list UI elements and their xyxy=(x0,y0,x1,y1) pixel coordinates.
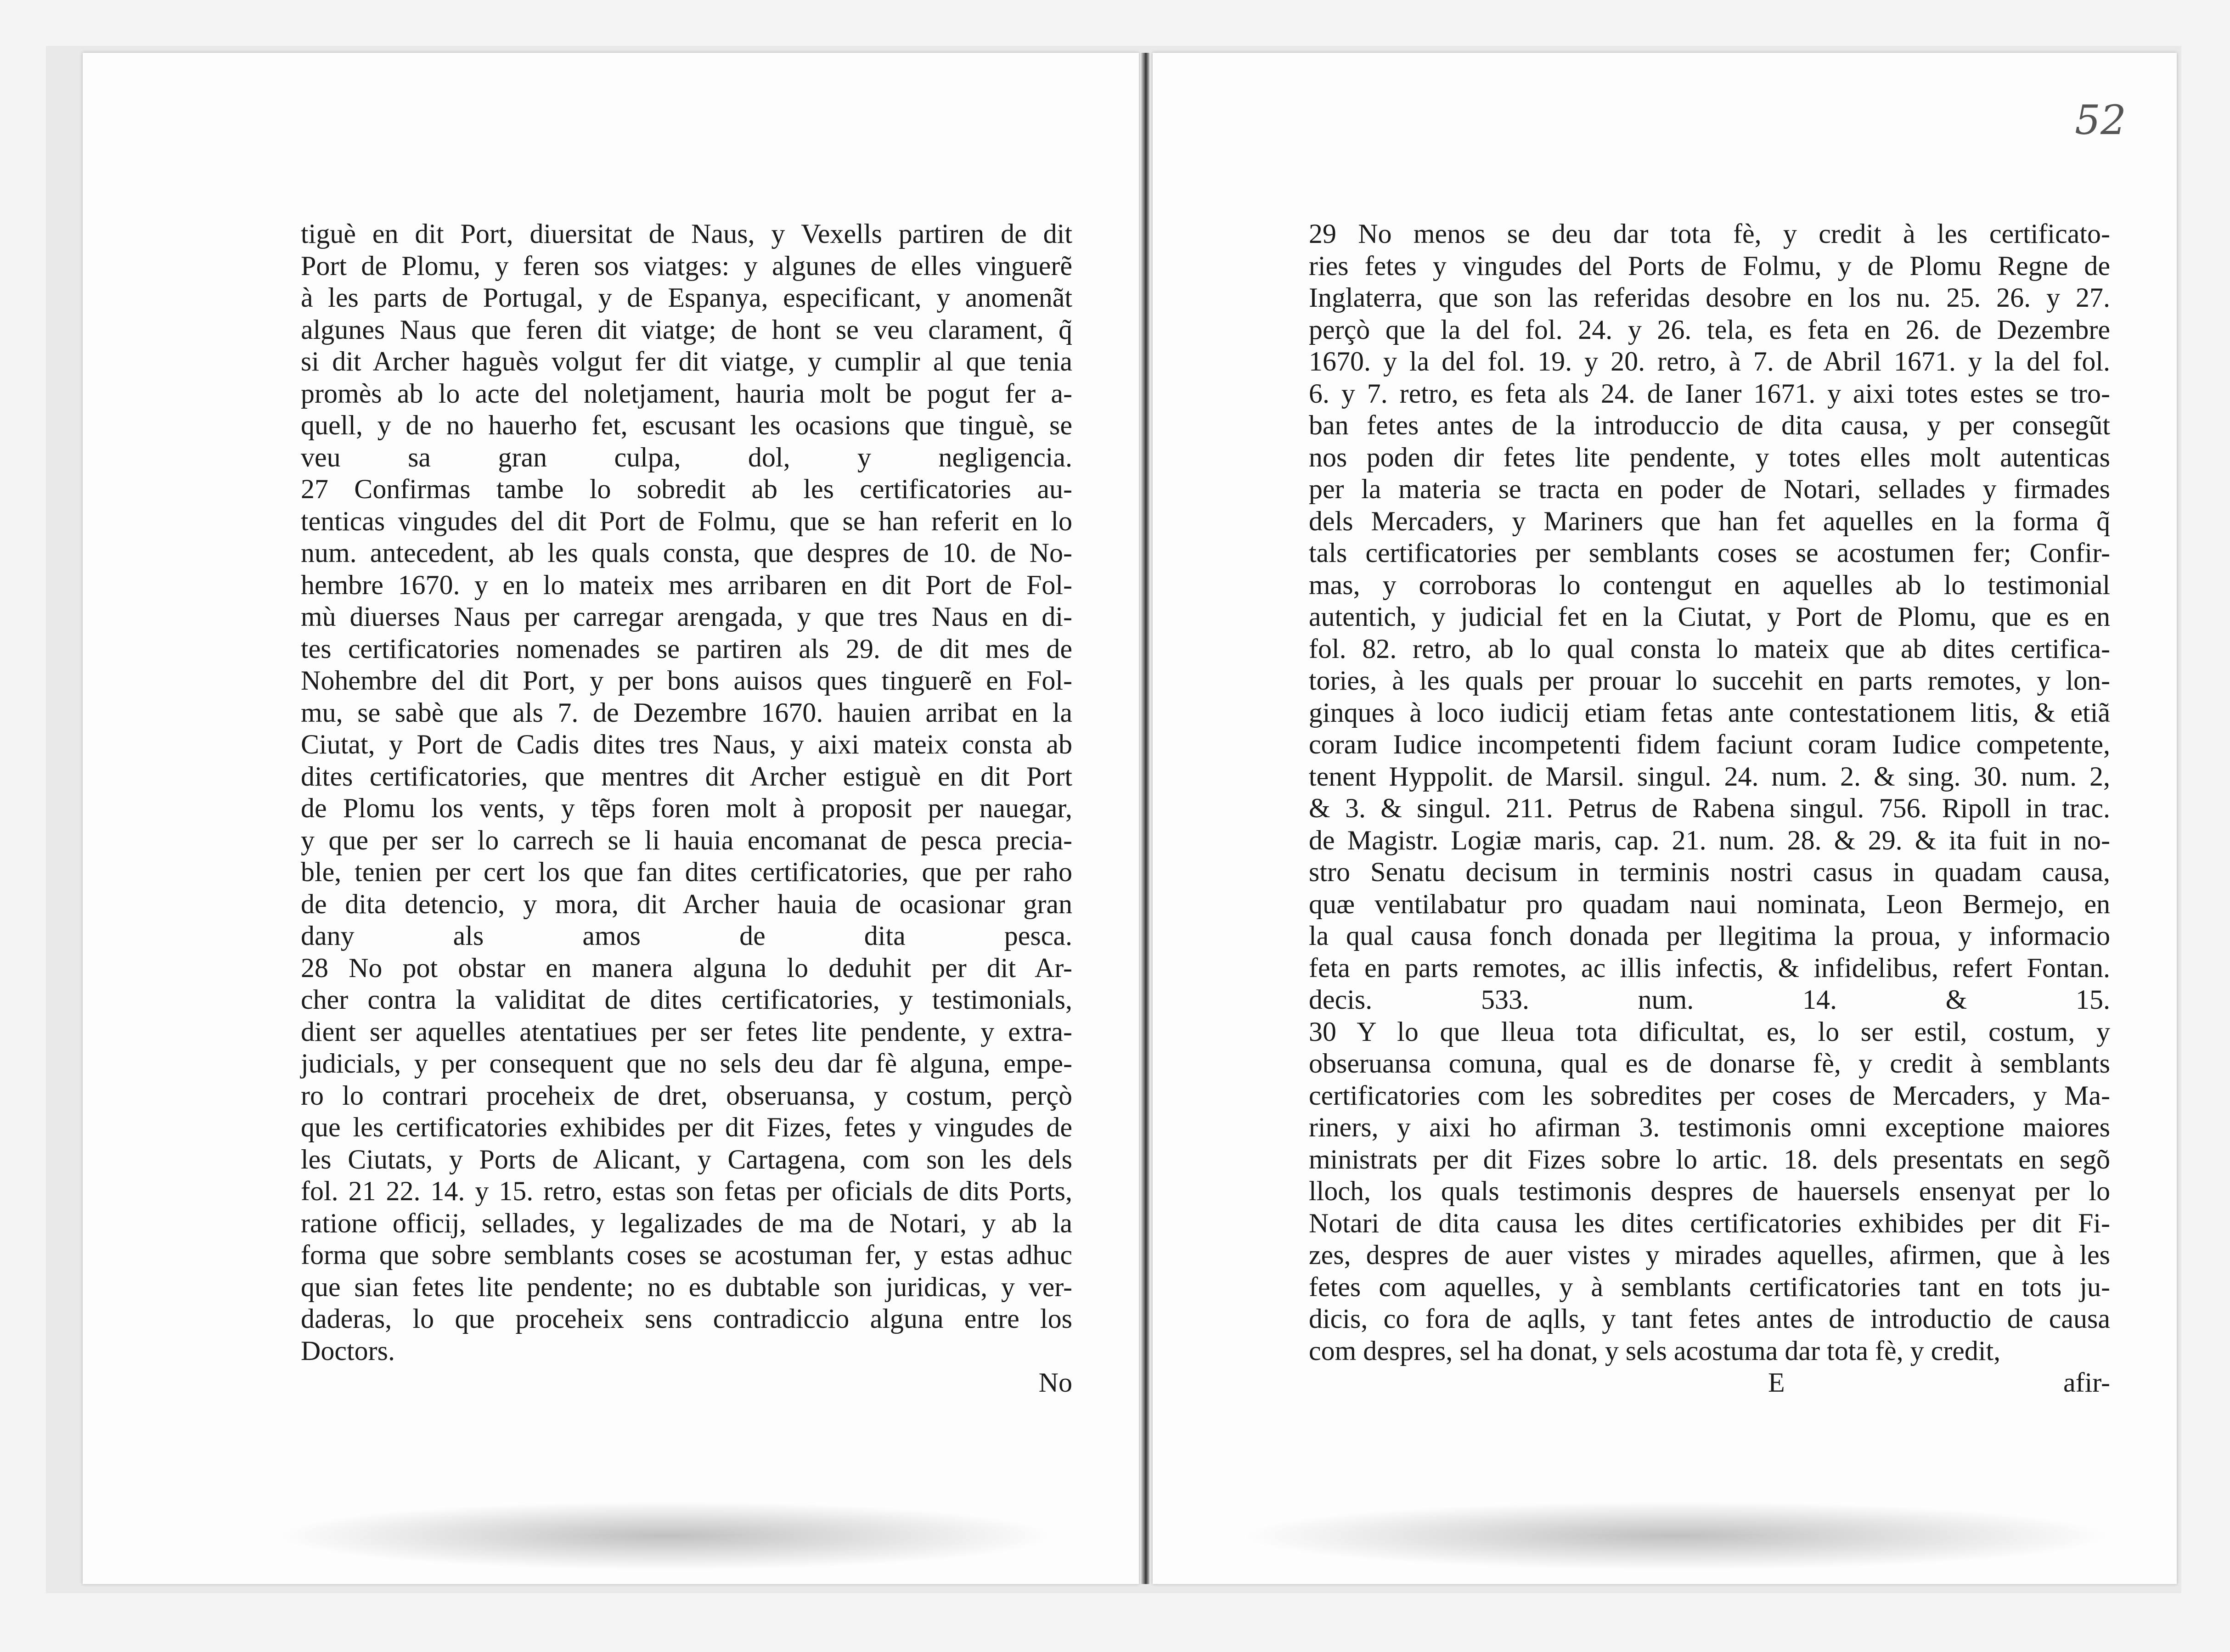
text-line: 6. y 7. retro, es feta als 24. de Ianer 1671. y aixi totes estes se tro- xyxy=(1309,378,2110,409)
text-line: algunes Naus que feren dit viatge; de hont se veu clarament, q̃ xyxy=(301,314,1072,345)
signature-mark: E xyxy=(1768,1367,1785,1398)
text-line: coram Iudice incompetenti fidem faciunt coram Iudice competente, xyxy=(1309,729,2110,759)
catchword: afir- xyxy=(2063,1367,2110,1398)
text-line: 1670. y la del fol. 19. y 20. retro, à 7. de Abril 1671. y la del fol. xyxy=(1309,346,2110,376)
text-line: certificatories com les sobredites per coses de Mercaders, y Ma- xyxy=(1309,1080,2110,1111)
text-line: si dit Archer haguès volgut fer dit viatge, y cumplir al que tenia xyxy=(301,346,1072,376)
text-line: ro lo contrari proceheix de dret, obseruansa, y costum, perçò xyxy=(301,1080,1072,1111)
text-line: ministrats per dit Fizes sobre lo artic. 18. dels presentats en segõ xyxy=(1309,1144,2110,1174)
text-line: tiguè en dit Port, diuersitat de Naus, y Vexells partiren de dit xyxy=(301,219,1072,249)
text-line: de Magistr. Logiæ maris, cap. 21. num. 28. & 29. & ita fuit in no- xyxy=(1309,825,2110,855)
left-text-column xyxy=(301,218,1072,1399)
text-line: ble, tenien per cert los que fan dites certificatories, que per raho xyxy=(301,857,1072,887)
text-line: ries fetes y vingudes del Ports de Folmu, y de Plomu Regne de xyxy=(1309,250,2110,281)
text-line: hembre 1670. y en lo mateix mes arribaren en dit Port de Fol- xyxy=(301,569,1072,600)
text-line: quæ ventilabatur pro quadam naui nominata, Leon Bermejo, en xyxy=(1309,888,2110,919)
text-line: ban fetes antes de la introduccio de dita causa, y per consegũt xyxy=(1309,410,2110,440)
text-line: dicis, co fora de aqlls, y tant fetes antes de introductio de causa xyxy=(1309,1304,2110,1334)
text-line: Nohembre del dit Port, y per bons auisos ques tinguerẽ en Fol- xyxy=(301,665,1072,696)
text-line: judicials, y per consequent que no sels deu dar fè alguna, empe- xyxy=(301,1048,1072,1079)
text-line: que les certificatories exhibides per dit Fizes, fetes y vingudes de xyxy=(301,1112,1072,1142)
left-page xyxy=(83,53,1139,1584)
text-line: de dita detencio, y mora, dit Archer hauia de ocasionar gran xyxy=(301,888,1072,919)
text-line: num. antecedent, ab les quals consta, que despres de 10. de No- xyxy=(301,538,1072,568)
text-line: promès ab lo acte del noletjament, hauria molt be pogut fer a- xyxy=(301,378,1072,409)
signature-line xyxy=(1309,1367,2110,1399)
text-line: Port de Plomu, y feren sos viatges: y algunes de elles vinguerẽ xyxy=(301,250,1072,281)
text-line: fol. 82. retro, ab lo qual consta lo mateix que ab dites certifica- xyxy=(1309,633,2110,664)
text-line: la qual causa fonch donada per llegitima la proua, y informacio xyxy=(1309,921,2110,951)
text-line: tenticas vingudes del dit Port de Folmu, que se han referit en lo xyxy=(301,506,1072,536)
text-line: y que per ser lo carrech se li hauia encomanat de pesca precia- xyxy=(301,825,1072,855)
text-line: fol. 21 22. 14. y 15. retro, estas son fetas per oficials de dits Ports, xyxy=(301,1176,1072,1206)
folio-number: 52 xyxy=(2075,96,2126,144)
text-line: mù diuerses Naus per carregar arengada, y que tres Naus en di- xyxy=(301,601,1072,632)
text-line: tenent Hyppolit. de Marsil. singul. 24. num. 2. & sing. 30. num. 2, xyxy=(1309,761,2110,792)
text-line: daderas, lo que proceheix sens contradiccio alguna entre los xyxy=(301,1304,1072,1334)
text-line: dient ser aquelles atentatiues per ser fetes lite pendente, y extra- xyxy=(301,1016,1072,1047)
page-stain xyxy=(1240,1501,2112,1570)
text-line: à les parts de Portugal, y de Espanya, especificant, y anomenãt xyxy=(301,282,1072,313)
text-line: dites certificatories, que mentres dit Archer estiguè en dit Port xyxy=(301,761,1072,792)
text-line: forma que sobre semblants coses se acostuman fer, y estas adhuc xyxy=(301,1240,1072,1270)
text-line: Notari de dita causa les dites certificatories exhibides per dit Fi- xyxy=(1309,1208,2110,1238)
text-line: lloch, los quals testimonis despres de hauersels ensenyat per lo xyxy=(1309,1176,2110,1206)
text-line: tories, à les quals per prouar lo succehit en parts remotes, y lon- xyxy=(1309,665,2110,696)
text-line: 27 Confirmas tambe lo sobredit ab les certificatories au- xyxy=(301,474,1072,504)
text-line: veu sa gran culpa, dol, y negligencia. xyxy=(301,442,1072,472)
text-line: de Plomu los vents, y tẽps foren molt à proposit per nauegar, xyxy=(301,793,1072,823)
text-line: dany als amos de dita pesca. xyxy=(301,921,1072,951)
text-line: zes, despres de auer vistes y mirades aquelles, afirmen, que à les xyxy=(1309,1240,2110,1270)
text-line: fetes com aquelles, y à semblants certificatories tant en tots ju- xyxy=(1309,1271,2110,1302)
text-line: obseruansa comuna, qual es de donarse fè, y credit à semblants xyxy=(1309,1048,2110,1079)
text-line: tals certificatories per semblants coses se acostumen fer; Confir- xyxy=(1309,538,2110,568)
text-line: autentich, y judicial fet en la Ciutat, y Port de Plomu, que es en xyxy=(1309,601,2110,632)
text-line: mas, y corroboras lo contengut en aquelles ab lo testimonial xyxy=(1309,569,2110,600)
text-line: 28 No pot obstar en manera alguna lo deduhit per dit Ar- xyxy=(301,952,1072,983)
text-line: feta en parts remotes, ac illis infectis, & infidelibus, refert Fontan. xyxy=(1309,952,2110,983)
text-line: 29 No menos se deu dar tota fè, y credit à les certificato- xyxy=(1309,219,2110,249)
catchword: No xyxy=(1038,1367,1072,1398)
text-line: tes certificatories nomenades se partiren als 29. de dit mes de xyxy=(301,633,1072,664)
text-line: Doctors. xyxy=(301,1335,395,1366)
text-line: que sian fetes lite pendente; no es dubtable son juridicas, y ver- xyxy=(301,1271,1072,1302)
text-line: perçò que la del fol. 24. y 26. tela, es feta en 26. de Dezembre xyxy=(1309,314,2110,345)
text-line: riners, y aixi ho afirman 3. testimonis omni exceptione maiores xyxy=(1309,1112,2110,1142)
text-line: Ciutat, y Port de Cadis dites tres Naus, y aixi mateix consta ab xyxy=(301,729,1072,759)
right-text-column xyxy=(1309,218,2110,1399)
book-gutter xyxy=(1141,53,1149,1584)
text-line: decis. 533. num. 14. & 15. xyxy=(1309,984,2110,1015)
text-line: les Ciutats, y Ports de Alicant, y Cartagena, com son les dels xyxy=(301,1144,1072,1174)
page-stain xyxy=(276,1501,1056,1570)
text-line: Inglaterra, que son las referidas desobre en los nu. 25. 26. y 27. xyxy=(1309,282,2110,313)
text-line: mu, se sabè que als 7. de Dezembre 1670. hauien arribat en la xyxy=(301,697,1072,728)
text-line: per la materia se tracta en poder de Notari, sellades y firmades xyxy=(1309,474,2110,504)
text-line: nos poden dir fetes lite pendente, y totes elles molt autenticas xyxy=(1309,442,2110,472)
text-line: stro Senatu decisum in terminis nostri casus in quadam causa, xyxy=(1309,857,2110,887)
text-line: quell, y de no hauerho fet, escusant les ocasions que tinguè, se xyxy=(301,410,1072,440)
text-line: ratione officij, sellades, y legalizades de ma de Notari, y ab la xyxy=(301,1208,1072,1238)
text-line: dels Mercaders, y Mariners que han fet aquelles en la forma q̃ xyxy=(1309,506,2110,536)
text-line: cher contra la validitat de dites certificatories, y testimonials, xyxy=(301,984,1072,1015)
right-page xyxy=(1153,53,2177,1584)
text-line: 30 Y lo que lleua tota dificultat, es, lo ser estil, costum, y xyxy=(1309,1016,2110,1047)
text-line: com despres, sel ha donat, y sels acostuma dar tota fè, y credit, xyxy=(1309,1335,2001,1366)
text-line: & 3. & singul. 211. Petrus de Rabena singul. 756. Ripoll in trac. xyxy=(1309,793,2110,823)
text-line: ginques à loco iudicij etiam fetas ante contestationem litis, & etiã xyxy=(1309,697,2110,728)
